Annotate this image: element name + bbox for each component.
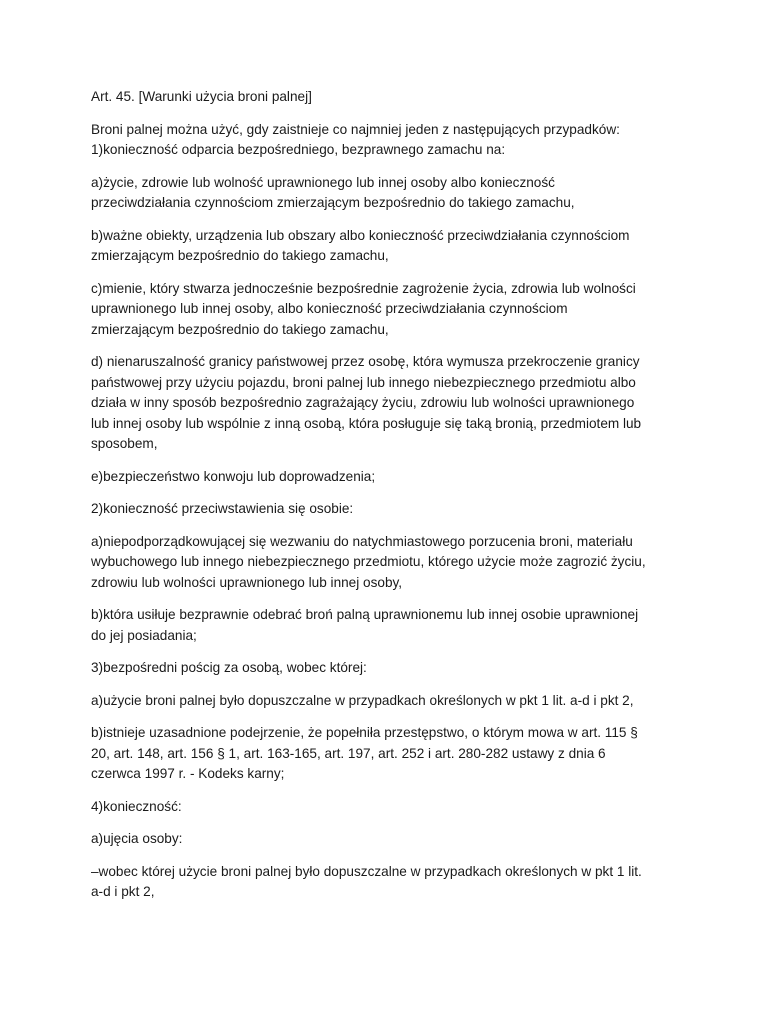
- article-heading: Art. 45. [Warunki użycia broni palnej]: [91, 89, 312, 104]
- paragraph-2: 2)konieczność przeciwstawienia się osobie:: [91, 501, 354, 516]
- paragraph-1c: c)mienie, który stwarza jednocześnie bezpośrednie zagrożenie życia, zdrowia lub wolności uprawnionego lub innej osoby, albo konieczność przeciwdziałania czynnościom zmierzającym bezpośrednio do takiego zamachu,: [91, 280, 636, 337]
- paragraph-1b: b)ważne obiekty, urządzenia lub obszary albo konieczność przeciwdziałania czynnościom zmierzającym bezpośrednio do takiego zamachu,: [91, 227, 630, 263]
- paragraph-3a: a)użycie broni palnej było dopuszczalne w przypadkach określonych w pkt 1 lit. a-d i pkt 2,: [91, 692, 634, 708]
- paragraph-1d: d) nienaruszalność granicy państwowej przez osobę, która wymusza przekroczenie granicy państwowej przy użyciu pojazdu, broni palnej lub innego niebezpiecznego przedmiotu albo działa w inny sposób bezpośrednio zagrażający życiu, zdrowiu lub wolności uprawnionego lub innej osoby lub wspólnie z inną osobą, która posługuje się taką bronią, przedmiotem lub sposobem,: [91, 354, 642, 451]
- paragraph-intro: Broni palnej można użyć, gdy zaistnieje co najmniej jeden z następujących przypadków: 1)konieczność odparcia bezpośredniego, bezprawnego zamachu na:: [91, 121, 620, 157]
- paragraph-4: 4)konieczność:: [91, 798, 182, 814]
- paragraph-4a: a)ujęcia osoby:: [91, 831, 183, 846]
- paragraph-3: 3)bezpośredni pościg za osobą, wobec której:: [91, 660, 367, 675]
- paragraph-3b: b)istnieje uzasadnione podejrzenie, że popełniła przestępstwo, o którym mowa w art. 115 § 20, art. 148, art. 156 § 1, art. 163-165, art. 197, art. 252 i art. 280-282 ustawy z dnia 6 czerwca 1997 r. - Kodeks karny;: [91, 725, 638, 781]
- paragraph-1a: a)życie, zdrowie lub wolność uprawnionego lub innej osoby albo konieczność przeciwdziałania czynnościom zmierzającym bezpośrednio do takiego zamachu,: [91, 174, 575, 210]
- paragraph-4a-dash: –wobec której użycie broni palnej było dopuszczalne w przypadkach określonych w pkt 1 lit. a-d i pkt 2,: [91, 863, 642, 899]
- paragraph-2b: b)która usiłuje bezprawnie odebrać broń palną uprawnionemu lub innej osobie uprawnionej do jej posiadania;: [91, 607, 639, 643]
- paragraph-1e: e)bezpieczeństwo konwoju lub doprowadzenia;: [91, 468, 376, 484]
- paragraph-2a: a)niepodporządkowującej się wezwaniu do natychmiastowego porzucenia broni, materiału wybuchowego lub innego niebezpiecznego przedmiotu, którego użycie może zagrozić życiu, zdrowiu lub wolności uprawnionego lub innej osoby,: [91, 533, 646, 590]
